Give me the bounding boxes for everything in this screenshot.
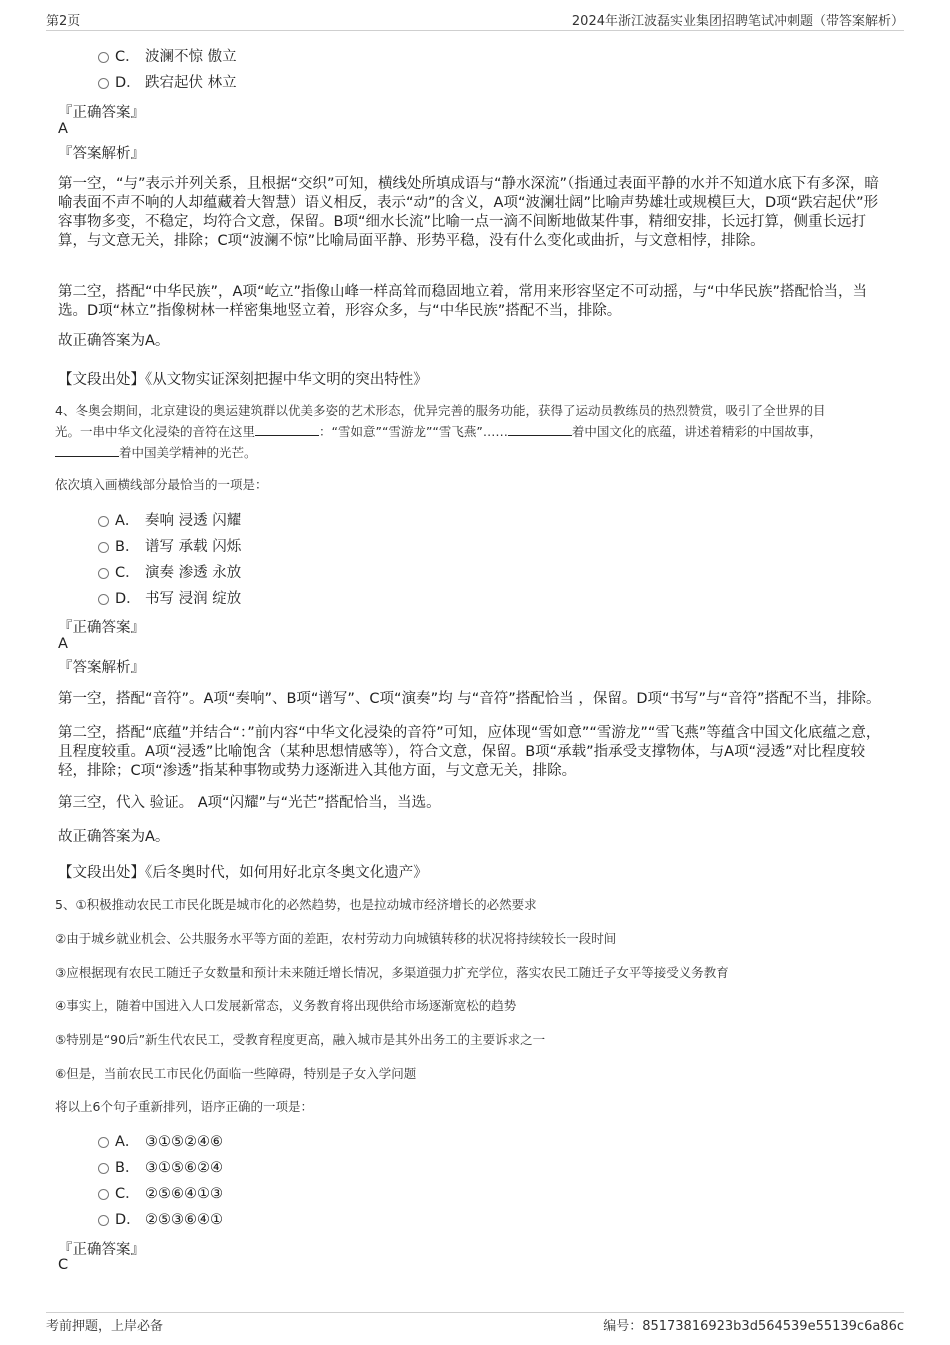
option-b[interactable]: B． ③①⑤⑥②④ (98, 1157, 223, 1179)
analysis-paragraph: 第三空，代入 验证。 A项“闪耀”与“光芒”搭配恰当，当选。 (58, 795, 441, 811)
analysis-label: 『答案解析』 (58, 660, 145, 676)
option-c[interactable]: C． 演奏 渗透 永放 (98, 562, 241, 584)
analysis-conclusion: 故正确答案为A。 (58, 829, 170, 845)
analysis-label: 『答案解析』 (58, 146, 145, 162)
sentence: ②由于城乡就业机会、公共服务水平等方面的差距，农村劳动力向城镇转移的状况将持续较长一段时间 (55, 931, 617, 946)
radio-icon[interactable] (98, 1215, 109, 1226)
sentence: ③应根据现有农民工随迁子女数量和预计未来随迁增长情况，多渠道强力扩充学位，落实农民工随迁子女平等接受义务教育 (55, 965, 729, 980)
radio-icon[interactable] (98, 78, 109, 89)
sentence: 5、①积极推动农民工市民化既是城市化的必然趋势，也是拉动城市经济增长的必然要求 (55, 897, 537, 912)
analysis-paragraph: 第二空，搭配“中华民族”，A项“屹立”指像山峰一样高耸而稳固地立着，常用来形容坚定不可动摇，与“中华民族”搭配恰当，当选。D项“林立”指像树林一样密集地竖立着，形容众多，与“中华民族”搭配不当，排除。 (58, 284, 867, 319)
option-c[interactable]: C． 波澜不惊 傲立 (98, 46, 237, 68)
source-citation: 【文段出处】《从文物实证深刻把握中华文明的突出特性》 (58, 372, 428, 388)
question-stem: 4、冬奥会期间，北京建设的奥运建筑群以优美多姿的艺术形态，优异完善的服务功能，获得了运动员教练员的热烈赞赏，吸引了全世界的目 光。一串中华文化浸染的音符在这里 ：“雪如意”“雪游龙”“雪飞燕”…… 着中国文化的底蕴，讲述着精彩的中国故事， 着中国美学精神的光芒。 (55, 403, 826, 460)
correct-answer-value: A (58, 121, 68, 137)
page-header (46, 8, 904, 31)
option-d[interactable]: D． ②⑤③⑥④① (98, 1209, 223, 1231)
analysis-paragraph: 第一空，“与”表示并列关系，且根据“交织”可知，横线处所填成语与“静水深流”（指通过表面平静的水并不知道水底下有多深，暗喻表面不声不响的人却蕴藏着大智慧）语义相反，表示“动”的含义，A项“波澜壮阔”比喻声势雄壮或规模巨大，D项“跌宕起伏”形容事物多变，不稳定，均符合文意，保留。B项“细水长流”比喻一点一滴不间断地做某件事，精细安排，长远打算，侧重长远打算，与文意无关，排除；C项“波澜不惊”比喻局面平静、形势平稳，没有什么变化或曲折，与文意相悖，排除。 (58, 176, 879, 249)
source-citation: 【文段出处】《后冬奥时代，如何用好北京冬奥文化遗产》 (58, 865, 428, 881)
correct-answer-label: 『正确答案』 (58, 1242, 145, 1258)
blank-3 (55, 444, 119, 457)
radio-icon[interactable] (98, 52, 109, 63)
sentence: ⑥但是，当前农民工市民化仍面临一些障碍，特别是子女入学问题 (55, 1066, 417, 1081)
correct-answer-value: A (58, 636, 68, 652)
analysis-conclusion: 故正确答案为A。 (58, 333, 170, 349)
radio-icon[interactable] (98, 1163, 109, 1174)
analysis-paragraph: 第一空，搭配“音符”。A项“奏响”、B项“谱写”、C项“演奏”均 与“音符”搭配恰当 ，保留。D项“书写”与“音符”搭配不当，排除。 (58, 691, 881, 707)
radio-icon[interactable] (98, 568, 109, 579)
radio-icon[interactable] (98, 594, 109, 605)
correct-answer-label: 『正确答案』 (58, 105, 145, 121)
radio-icon[interactable] (98, 516, 109, 527)
correct-answer-value: C (58, 1257, 69, 1273)
question-prompt: 将以上6个句子重新排列，语序正确的一项是： (55, 1099, 313, 1114)
option-a[interactable]: A． ③①⑤②④⑥ (98, 1131, 223, 1153)
option-d[interactable]: D． 跌宕起伏 林立 (98, 72, 237, 94)
document-title: 2024年浙江波磊实业集团招聘笔试冲刺题（带答案解析） (571, 14, 904, 29)
question-prompt: 依次填入画横线部分最恰当的一项是： (55, 477, 268, 492)
analysis-paragraph: 第二空，搭配“底蕴”并结合“：”前内容“中华文化浸染的音符”可知，应体现“雪如意”“雪游龙”“雪飞燕”等蕴含中国文化底蕴之意，且程度较重。A项“浸透”比喻饱含（某种思想情感等），符合文意，保留。B项“承载”指承受支撑物体，与A项“浸透”对比程度较轻，排除；C项“渗透”指某种事物或势力逐渐进入其他方面，与文意无关，排除。 (58, 725, 881, 779)
blank-2 (508, 423, 572, 436)
radio-icon[interactable] (98, 1137, 109, 1148)
document-code: 编号：85173816923b3d564539e55139c6a86c (603, 1319, 904, 1334)
option-c[interactable]: C． ②⑤⑥④①③ (98, 1183, 223, 1205)
option-a[interactable]: A． 奏响 浸透 闪耀 (98, 510, 241, 532)
blank-1 (255, 423, 319, 436)
page-footer (46, 1312, 904, 1335)
page-number: 第2页 (46, 14, 81, 29)
sentence: ⑤特别是“90后”新生代农民工，受教育程度更高，融入城市是其外出务工的主要诉求之一 (55, 1032, 546, 1047)
radio-icon[interactable] (98, 1189, 109, 1200)
option-d[interactable]: D． 书写 浸润 绽放 (98, 588, 241, 610)
correct-answer-label: 『正确答案』 (58, 620, 145, 636)
option-b[interactable]: B． 谱写 承载 闪烁 (98, 536, 241, 558)
sentence: ④事实上，随着中国进入人口发展新常态，义务教育将出现供给市场逐渐宽松的趋势 (55, 998, 517, 1013)
radio-icon[interactable] (98, 542, 109, 553)
footer-slogan: 考前押题，上岸必备 (46, 1319, 164, 1334)
